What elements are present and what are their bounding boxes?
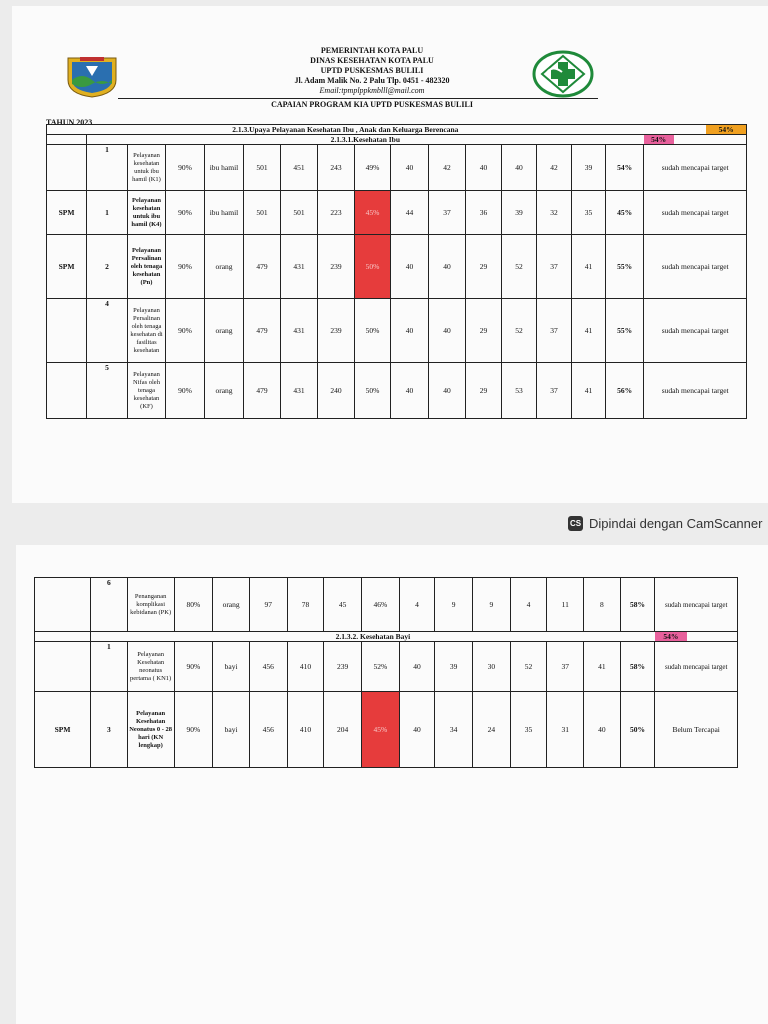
palu-city-emblem-icon xyxy=(62,54,122,98)
table-row: 1 Pelayanan Kesehatan neonatus pertama ( KN1) 90% bayi 456 410 239 52% 40 39 30 52 37 41 58% sudah mencapai target xyxy=(35,642,738,692)
section-row-main xyxy=(47,125,747,135)
table-row: 5 Pelayanan Nifas oleh tenaga kesehatan (KF) 90% orang 479 431 240 50% 40 40 29 53 37 41 56% sudah mencapai target xyxy=(47,363,747,419)
section-bayi-label: 2.1.3.2. Kesehatan Bayi xyxy=(91,632,655,642)
table-row: SPM 3 Pelayanan Kesehatan Neonatus 0 - 28 hari (KN lengkap) 90% bayi 456 410 204 45% 40 34 24 35 31 40 50% Belum Tercapai xyxy=(35,692,738,768)
letterhead-line-2: DINAS KESEHATAN KOTA PALU xyxy=(310,56,434,65)
kia-table-part-1 xyxy=(46,124,747,419)
section-row-ibu xyxy=(47,135,747,145)
letterhead-divider xyxy=(118,98,598,99)
letterhead-line-3: UPTD PUSKESMAS BULILI xyxy=(320,66,424,75)
table-row: 6 Penanganan komplikasi kebidanan (PK) 80% orang 97 78 45 46% 4 9 9 4 11 8 58% sudah mencapai target xyxy=(35,578,738,632)
year-label: TAHUN 2023 xyxy=(46,118,93,127)
health-cross-emblem-icon xyxy=(532,50,594,98)
scanned-page-2 xyxy=(16,545,768,1024)
table-row: 4 Pelayanan Persalinan oleh tenaga kesehatan di fasilitas kesehatan 90% orang 479 431 239 50% 40 40 29 52 37 41 55% sudah mencapai target xyxy=(47,299,747,363)
section-main-percent: 54% xyxy=(706,125,746,134)
table-row: 1 Pelayanan kesehatan untuk ibu hamil (K1) 90% ibu hamil 501 451 243 49% 40 42 40 40 42 39 54% sudah mencapai target xyxy=(47,145,747,191)
section-row-bayi xyxy=(35,632,738,642)
table-row: SPM 2 Pelayanan Persalinan oleh tenaga kesehatan (Pn) 90% orang 479 431 239 50% 40 40 29 52 37 41 55% sudah mencapai target xyxy=(47,235,747,299)
letterhead-line-4: Jl. Adam Malik No. 2 Palu Tlp. 0451 - 482320 xyxy=(294,76,450,85)
camscanner-watermark xyxy=(568,516,762,531)
letterhead-line-1: PEMERINTAH KOTA PALU xyxy=(320,46,424,55)
camscanner-icon: CS xyxy=(568,516,583,531)
camscanner-text: Dipindai dengan CamScanner xyxy=(589,516,763,531)
section-ibu-percent: 54% xyxy=(644,135,674,144)
table-row: SPM 1 Pelayanan kesehatan untuk ibu hamil (K4) 90% ibu hamil 501 501 223 45% 44 37 36 39 32 35 45% sudah mencapai target xyxy=(47,191,747,235)
section-bayi-percent: 54% xyxy=(655,632,687,641)
scanned-page-1 xyxy=(12,6,768,503)
kia-table-part-2 xyxy=(34,577,738,768)
letterhead-email: Email:tpmplppkmblll@mail.com xyxy=(319,86,425,95)
section-main-label: 2.1.3.Upaya Pelayanan Kesehatan Ibu , Anak dan Keluarga Berencana xyxy=(47,125,644,135)
document-title: CAPAIAN PROGRAM KIA UPTD PUSKESMAS BULILI xyxy=(271,100,473,109)
section-ibu-label: 2.1.3.1.Kesehatan Ibu xyxy=(87,135,644,145)
letterhead xyxy=(192,46,552,96)
